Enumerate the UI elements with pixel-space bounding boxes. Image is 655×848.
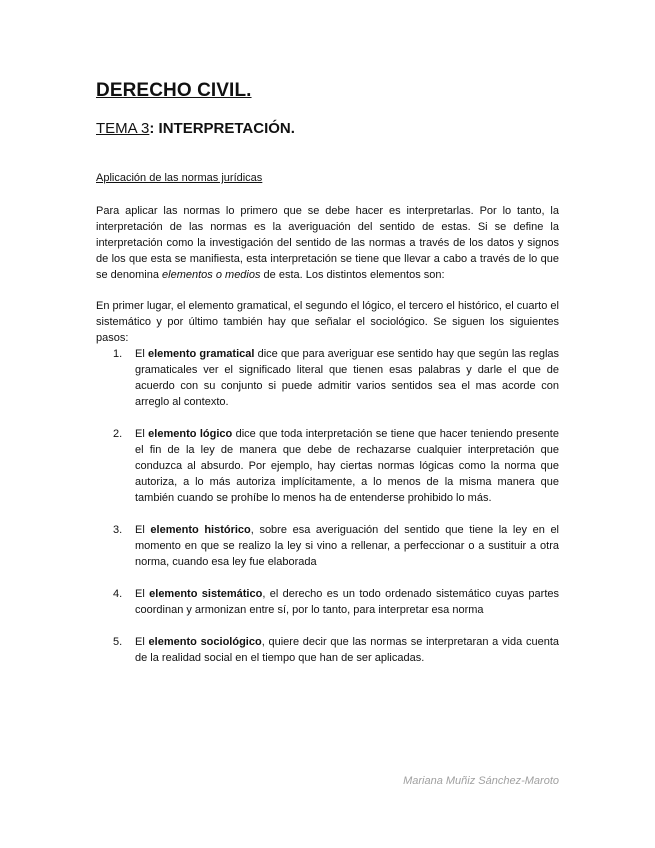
document-title: DERECHO CIVIL. [96, 80, 252, 101]
list-item [96, 346, 559, 410]
step-term: elemento sistemático [149, 588, 263, 600]
step-term: elemento sociológico [148, 636, 262, 648]
paragraph-intro [96, 203, 559, 283]
footer-author: Mariana Muñiz Sánchez-Maroto [403, 775, 559, 787]
list-item [96, 634, 559, 666]
step-number: 5. [113, 636, 123, 648]
step-text [135, 586, 559, 618]
tema-colon: : [149, 120, 159, 137]
list-item [96, 522, 559, 570]
section-heading: Aplicación de las normas jurídicas [96, 172, 263, 184]
paragraph-intro-end: de esta. Los distintos elementos son: [260, 269, 445, 281]
step-text [135, 634, 559, 666]
tema-topic: INTERPRETACIÓN. [158, 120, 295, 137]
step-prefix: El [135, 524, 151, 536]
tema-heading [96, 120, 295, 137]
step-number: 4. [113, 588, 123, 600]
step-text [135, 522, 559, 570]
paragraph-intro-emphasis: elementos o medios [162, 269, 261, 281]
tema-label: TEMA 3 [96, 120, 150, 137]
step-body: , quiere decir que las normas se interpretaran a vida cuenta de la realidad social en el tiempo que han de ser aplicadas. [135, 636, 559, 664]
step-number: 1. [113, 348, 123, 360]
step-term: elemento histórico [150, 524, 251, 536]
step-text [135, 346, 559, 410]
step-body: , sobre esa averiguación del sentido que tiene la ley en el momento en que se realizo la ley si vino a rellenar, a perfeccionar o a sustituir a otra norma, cuando esa ley fue elaborada [135, 524, 560, 568]
step-term: elemento gramatical [147, 348, 255, 360]
step-prefix: El [135, 636, 149, 648]
step-term: elemento lógico [148, 428, 233, 440]
step-body: dice que toda interpretación se tiene que hacer teniendo presente el fin de la ley de manera que debe de rechazarse cualquier interpretación que conduzca al absurdo. Por ejemplo, hay ciertas normas lógicas como la norma que autoriza, a lo más autoriza implícitamente, a lo menos de la misma manera que también cuando se prohíbe lo menos ha de entenderse prohibido lo más. [135, 428, 559, 504]
step-number: 3. [113, 524, 123, 536]
list-item [96, 586, 559, 618]
step-prefix: El [135, 588, 150, 600]
step-number: 2. [113, 428, 123, 440]
step-text [135, 426, 559, 506]
list-item [96, 426, 559, 506]
step-prefix: El [135, 348, 148, 360]
paragraph-intro-text: Para aplicar las normas lo primero que se debe hacer es interpretarlas. Por lo tanto, la interpretación de las normas es la averiguación del sentido de estas. Si se define la interpretación como la investigación del sentido de las normas a través de los datos y signos de los que esta se manifiesta, esta interpretación se tiene que llevar a cabo a través de lo que se denomina [96, 205, 559, 281]
steps-list [96, 346, 559, 682]
step-body: , el derecho es un todo ordenado sistemático cuyas partes coordinan y armonizan entre sí, por lo tanto, para interpretar esa norma [135, 588, 559, 616]
step-body: dice que para averiguar ese sentido hay que según las reglas gramaticales ver el significado literal que tienen esas palabras y darle el que de acuerdo con su conjunto si puede admitir varios sentidos sea el mas acorde con arreglo al contexto. [135, 348, 560, 408]
step-prefix: El [135, 428, 149, 440]
paragraph-elements: En primer lugar, el elemento gramatical, el segundo el lógico, el tercero el histórico, el cuarto el sistemático y por último también hay que señalar el sociológico. Se siguen los siguientes pasos: [96, 300, 559, 344]
